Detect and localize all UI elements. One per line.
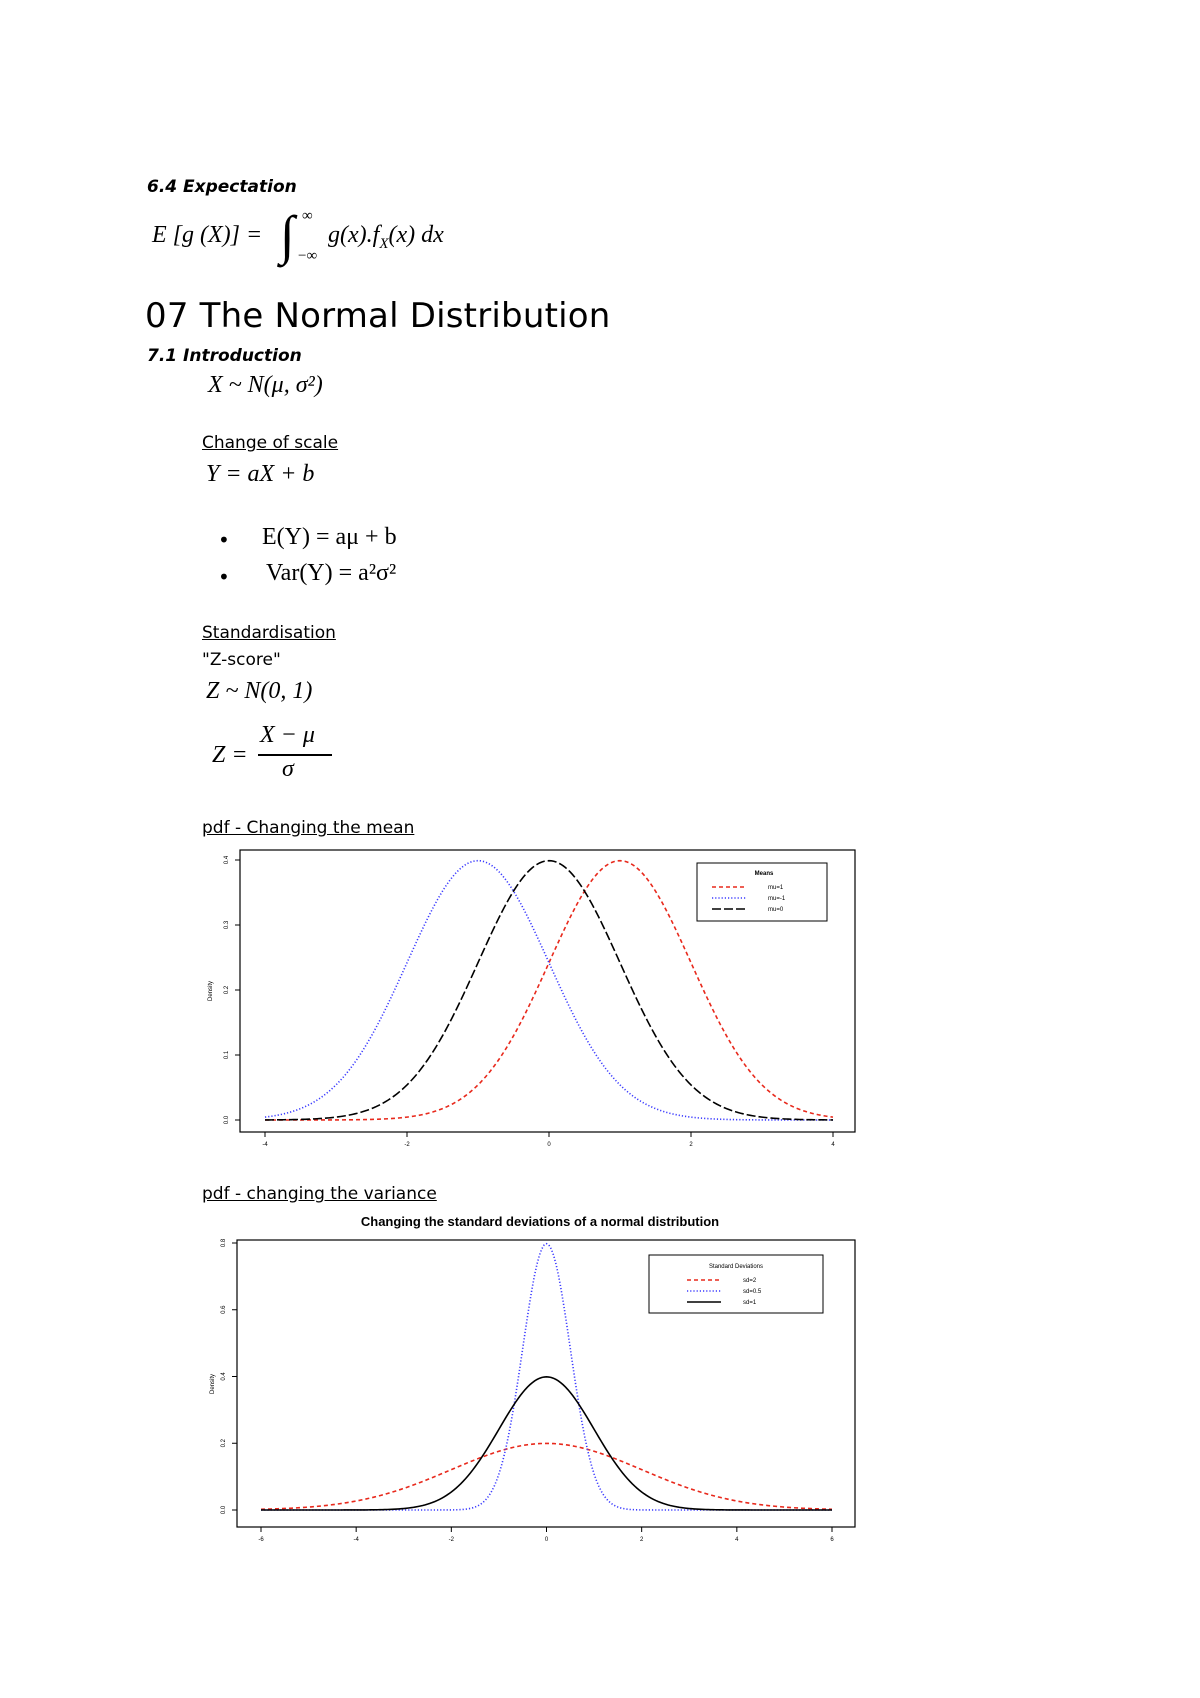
chart1-xtick-label: 4 bbox=[831, 1142, 835, 1148]
chart2-legend-label: sd=1 bbox=[743, 1300, 757, 1306]
chart2-ytick-label: 0.4 bbox=[221, 1372, 227, 1381]
linear-transform-text: Y = aX + b bbox=[206, 461, 315, 487]
bullet-dot-1: • bbox=[218, 528, 230, 552]
chart2-xtick-label: 4 bbox=[735, 1537, 739, 1543]
chart2-ytick-label: 0.6 bbox=[221, 1305, 227, 1314]
chart2-xtick-label: -4 bbox=[353, 1537, 359, 1543]
chart2-caption: pdf - changing the variance bbox=[202, 1184, 437, 1204]
chart1-caption: pdf - Changing the mean bbox=[202, 818, 415, 838]
variance-formula: Var(Y) = a²σ² bbox=[266, 560, 397, 586]
chart-changing-variance bbox=[200, 1208, 865, 1543]
formula-subscript: X bbox=[379, 235, 389, 252]
chart-changing-mean bbox=[200, 845, 865, 1148]
chart1-xtick-label: -4 bbox=[262, 1142, 268, 1148]
chart1-ytick-label: 0.3 bbox=[224, 920, 230, 930]
standard-normal-formula bbox=[206, 678, 312, 705]
z-score-label: "Z-score" bbox=[202, 650, 281, 670]
chart1-legend-title: Means bbox=[754, 871, 774, 877]
chart2-legend-title: Standard Deviations bbox=[708, 1264, 764, 1270]
z-numerator: X − μ bbox=[260, 722, 315, 748]
chart2-series-line bbox=[261, 1443, 832, 1509]
chart1-ytick-label: 0.0 bbox=[224, 1115, 230, 1125]
distribution-formula-text: X ~ N(μ, σ²) bbox=[208, 372, 323, 398]
fraction-bar bbox=[258, 754, 332, 756]
chart2-legend bbox=[649, 1255, 823, 1313]
integral-sign: ∫ bbox=[280, 205, 295, 265]
chart2-xtick-label: 2 bbox=[639, 1537, 644, 1543]
linear-transform-formula bbox=[206, 461, 314, 488]
chart1-xtick-label: 0 bbox=[547, 1142, 551, 1148]
z-score-formula bbox=[212, 722, 332, 788]
standard-normal-text: Z ~ N(0, 1) bbox=[206, 678, 313, 704]
chart2-title: Changing the standard deviations of a normal distribution bbox=[360, 1214, 720, 1229]
expected-value-formula: E(Y) = aμ + b bbox=[262, 524, 397, 550]
formula-rhs: g(x).f bbox=[328, 222, 380, 248]
chart2-xtick-label: 6 bbox=[830, 1537, 834, 1543]
standardisation-label: Standardisation bbox=[202, 623, 336, 643]
change-of-scale-label: Change of scale bbox=[202, 433, 339, 453]
chart1-legend bbox=[697, 863, 827, 921]
chart2-ylabel: Density bbox=[210, 1373, 216, 1395]
section-heading-6-4: 6.4 Expectation bbox=[147, 177, 297, 197]
chart1-ytick-label: 0.2 bbox=[224, 985, 230, 995]
chart2-xtick-label: 0 bbox=[544, 1537, 549, 1543]
chart1-legend-label: mu=-1 bbox=[768, 896, 786, 902]
z-lhs: Z = bbox=[212, 742, 248, 768]
integral-lower-limit: −∞ bbox=[298, 248, 318, 264]
integral-upper-limit: ∞ bbox=[302, 208, 313, 224]
chart1-ytick-label: 0.1 bbox=[224, 1050, 230, 1060]
bullet-dot-2: • bbox=[218, 565, 230, 589]
chart1-ytick-label: 0.4 bbox=[224, 855, 230, 865]
section-heading-7-1: 7.1 Introduction bbox=[147, 346, 302, 366]
chart1-legend-label: mu=1 bbox=[768, 885, 784, 891]
chapter-title: 07 The Normal Distribution bbox=[145, 296, 611, 336]
chart1-ylabel: Density bbox=[208, 980, 214, 1002]
chart2-ytick-label: 0.8 bbox=[221, 1238, 227, 1248]
chart1-xtick-label: 2 bbox=[689, 1142, 693, 1148]
formula-tail: (x) dx bbox=[388, 222, 444, 248]
chart2-ytick-label: 0.2 bbox=[221, 1439, 227, 1448]
chart1-xtick-label: -2 bbox=[404, 1142, 410, 1148]
chart2-xtick-label: -6 bbox=[258, 1537, 264, 1543]
expectation-formula bbox=[152, 205, 482, 268]
distribution-formula bbox=[208, 372, 323, 399]
chart2-legend-label: sd=2 bbox=[743, 1278, 757, 1284]
chart2-ytick-label: 0.0 bbox=[221, 1505, 227, 1515]
z-denominator: σ bbox=[282, 756, 294, 782]
chart2-legend-label: sd=0.5 bbox=[743, 1289, 762, 1295]
chart2-xtick-label: -2 bbox=[448, 1537, 455, 1543]
chart1-legend-label: mu=0 bbox=[768, 907, 784, 913]
formula-lhs: E [g (X)] = bbox=[152, 222, 263, 248]
